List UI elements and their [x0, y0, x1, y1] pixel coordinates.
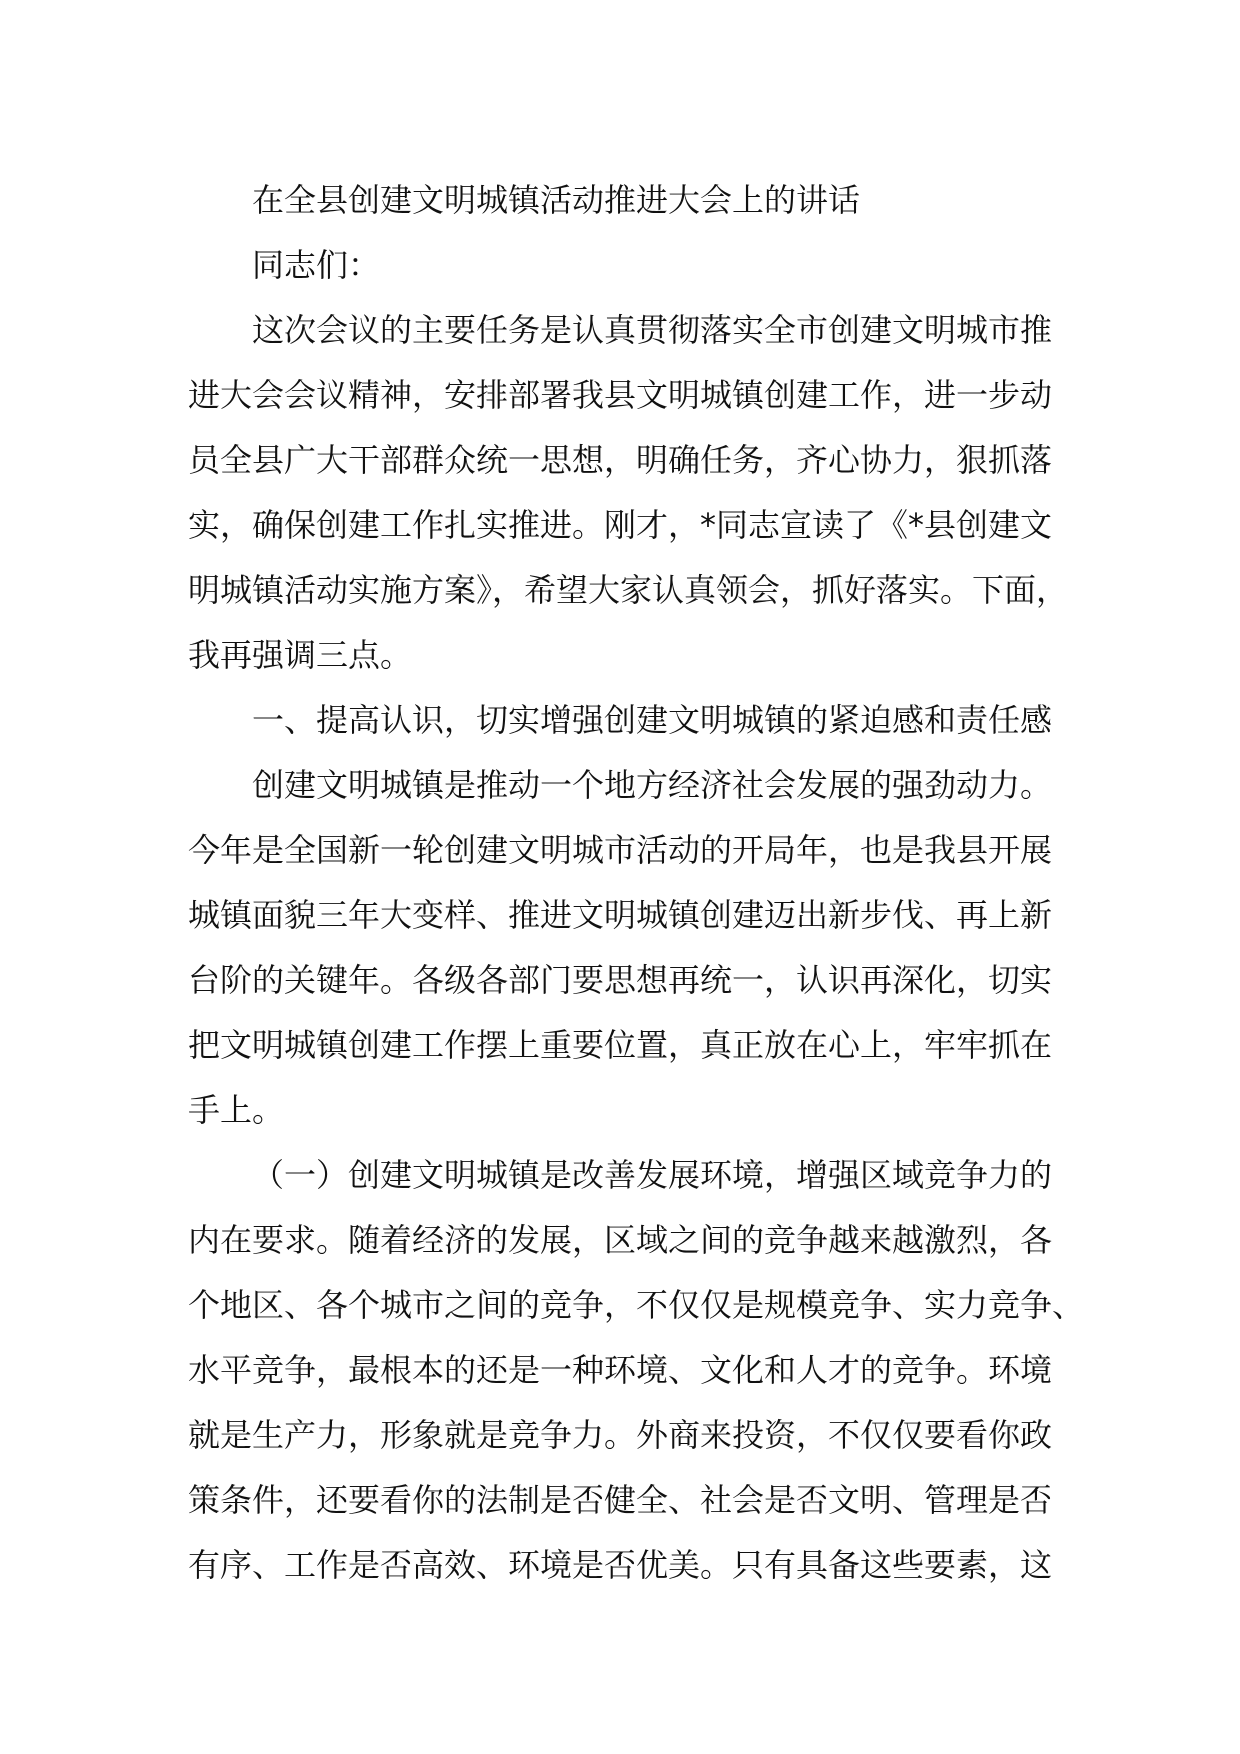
text-line: 这次会议的主要任务是认真贯彻落实全市创建文明城市推	[252, 311, 1053, 349]
text-line: 明城镇活动实施方案》，希望大家认真领会，抓好落实。下面，	[188, 571, 1069, 609]
text-line: 今年是全国新一轮创建文明城市活动的开局年，也是我县开展	[188, 831, 1053, 869]
text-line: 手上。	[188, 1091, 285, 1129]
text-line: 内在要求。随着经济的发展，区域之间的竞争越来越激烈，各	[188, 1221, 1053, 1259]
text-line: 员全县广大干部群众统一思想，明确任务，齐心协力，狠抓落	[188, 441, 1053, 479]
text-line: 有序、工作是否高效、环境是否优美。只有具备这些要素，这	[188, 1546, 1053, 1584]
text-line: 实，确保创建工作扎实推进。刚才，*同志宣读了《*县创建文	[188, 506, 1053, 544]
document-body	[188, 168, 1088, 1598]
text-line: 个地区、各个城市之间的竞争，不仅仅是规模竞争、实力竞争、	[188, 1286, 1085, 1324]
text-line: 水平竞争，最根本的还是一种环境、文化和人才的竞争。环境	[188, 1351, 1053, 1389]
text-line: 台阶的关键年。各级各部门要思想再统一，认识再深化，切实	[188, 961, 1053, 999]
text-line: 一、提高认识，切实增强创建文明城镇的紧迫感和责任感	[252, 701, 1053, 739]
text-line: 城镇面貌三年大变样、推进文明城镇创建迈出新步伐、再上新	[188, 896, 1053, 934]
text-line: 把文明城镇创建工作摆上重要位置，真正放在心上，牢牢抓在	[188, 1026, 1053, 1064]
text-line: 就是生产力，形象就是竞争力。外商来投资，不仅仅要看你政	[188, 1416, 1053, 1454]
text-line: 策条件，还要看你的法制是否健全、社会是否文明、管理是否	[188, 1481, 1053, 1519]
text-line: 我再强调三点。	[188, 636, 413, 674]
text-line: 创建文明城镇是推动一个地方经济社会发展的强劲动力。	[252, 766, 1053, 804]
document-title: 在全县创建文明城镇活动推进大会上的讲话	[252, 181, 861, 219]
text-line: 进大会会议精神，安排部署我县文明城镇创建工作，进一步动	[188, 376, 1053, 414]
text-line: （一）创建文明城镇是改善发展环境，增强区域竞争力的	[252, 1156, 1053, 1194]
text-line: 同志们：	[252, 246, 381, 284]
